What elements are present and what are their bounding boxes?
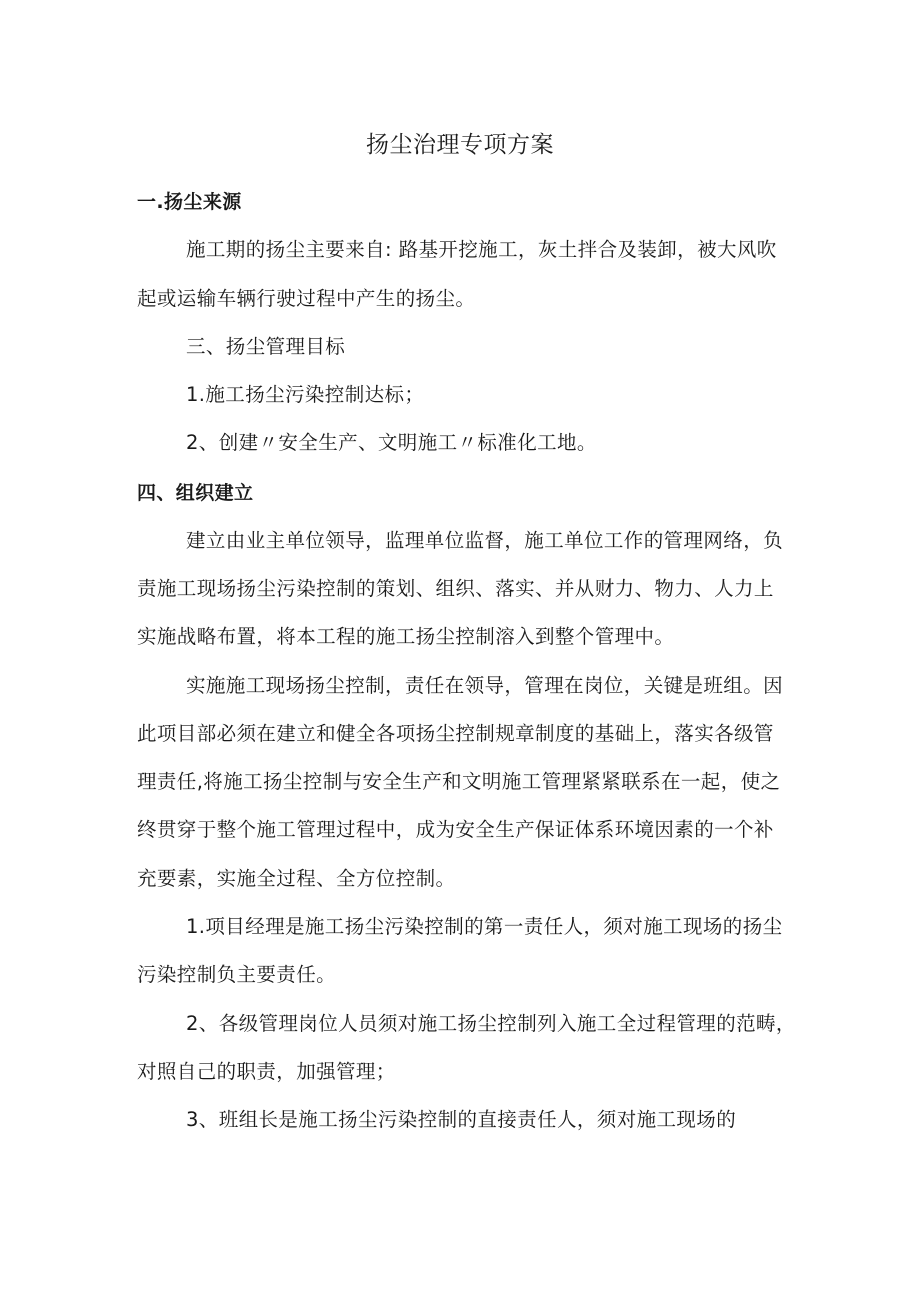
list-item: 1.项目经理是施工扬尘污染控制的第一责任人，须对施工现场的扬尘 [186, 915, 783, 938]
paragraph-line: 此项目部必须在建立和健全各项扬尘控制规章制度的基础上，落实各级管 [137, 722, 774, 745]
list-item: 3、班组长是施工扬尘污染控制的直接责任人，须对施工现场的 [186, 1108, 737, 1131]
document-title: 扬尘治理专项方案 [366, 132, 554, 158]
paragraph-line: 污染控制负主要责任。 [137, 963, 337, 986]
list-item: 2、创建〃安全生产、文明施工〃标准化工地。 [186, 431, 597, 454]
paragraph-line: 终贯穿于整个施工管理过程中，成为安全生产保证体系环境因素的一个补 [137, 818, 774, 841]
paragraph-line: 对照自己的职责，加强管理； [137, 1060, 396, 1083]
paragraph-line: 实施战略布置，将本工程的施工扬尘控制溶入到整个管理中。 [137, 625, 675, 648]
paragraph-line: 责施工现场扬尘污染控制的策划、组织、落实、并从财力、物力、人力上 [137, 577, 774, 600]
list-item: 1.施工扬尘污染控制达标； [186, 383, 425, 406]
paragraph-line: 建立由业主单位领导，监理单位监督，施工单位工作的管理网络，负 [186, 529, 784, 552]
section-heading-management-goal: 三、扬尘管理目标 [186, 335, 346, 358]
section-heading-dust-source: 一.扬尘来源 [137, 191, 242, 213]
paragraph-line: 理责任,将施工扬尘控制与安全生产和文明施工管理紧紧联系在一起，使之 [137, 770, 781, 793]
section-heading-organization: 四、组织建立 [137, 482, 254, 504]
paragraph-line: 充要素，实施全过程、全方位控制。 [137, 867, 456, 890]
list-item: 2、各级管理岗位人员须对施工扬尘控制列入施工全过程管理的范畴， [186, 1012, 796, 1035]
paragraph-line: 实施施工现场扬尘控制，责任在领导，管理在岗位，关键是班组。因 [186, 674, 784, 697]
paragraph-line: 起或运输车辆行驶过程中产生的扬尘。 [137, 287, 476, 310]
paragraph-line: 施工期的扬尘主要来自: 路基开挖施工，灰土拌合及装卸，被大风吹 [186, 238, 777, 261]
